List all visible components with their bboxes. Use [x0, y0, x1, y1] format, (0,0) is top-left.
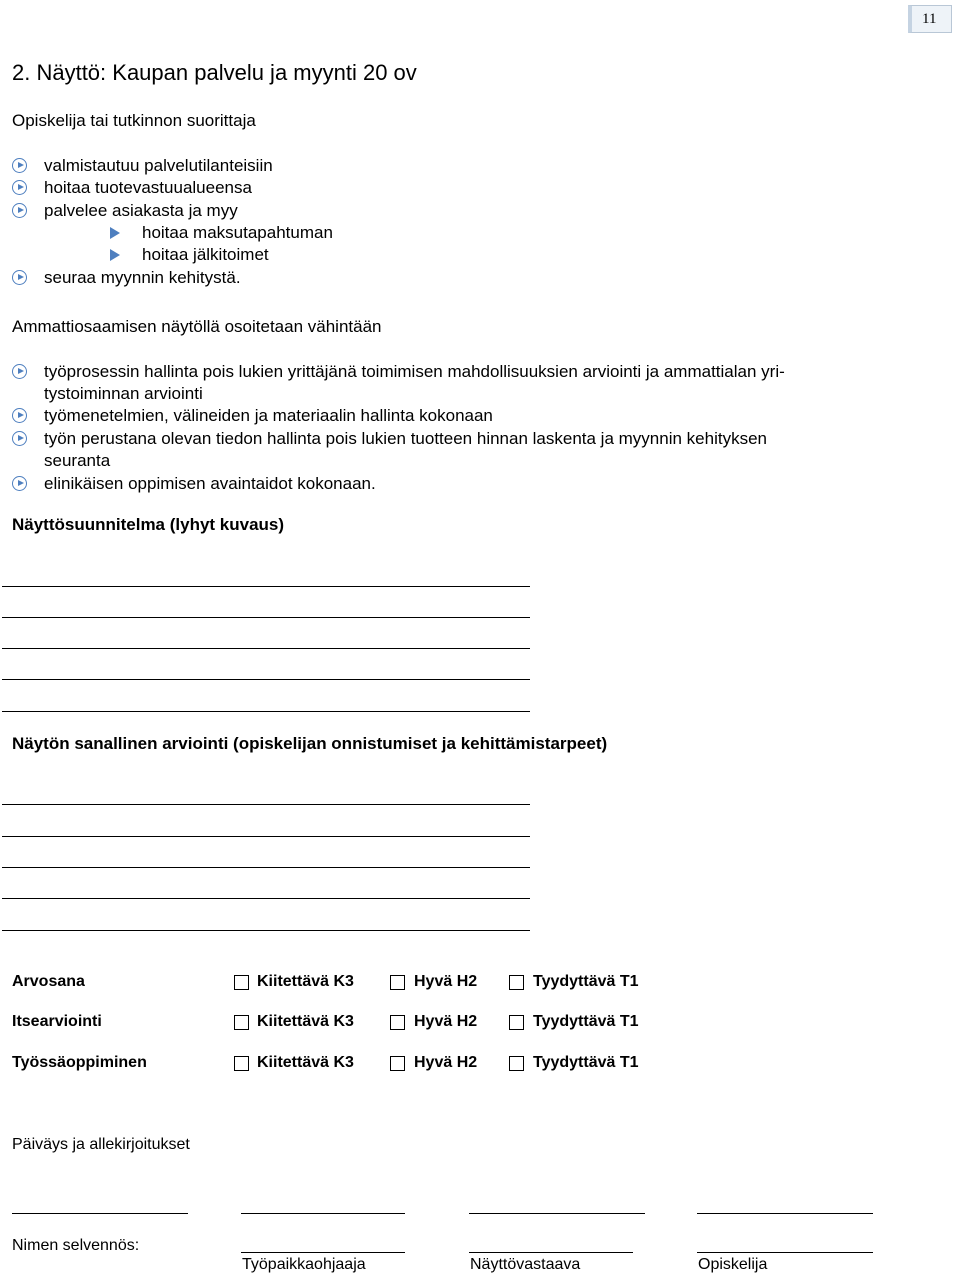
triangle-bullet-icon — [110, 227, 120, 239]
checkbox-h2[interactable] — [390, 1015, 405, 1030]
play-circle-icon — [12, 180, 27, 195]
write-line[interactable] — [2, 679, 530, 680]
list-item: seuraa myynnin kehitystä. — [0, 267, 900, 289]
list-item: työmenetelmien, välineiden ja materiaalin hallinta kokonaan — [0, 405, 940, 427]
list-item: hoitaa jälkitoimet — [0, 244, 900, 266]
checkbox-h2[interactable] — [390, 1056, 405, 1071]
checkbox-h2[interactable] — [390, 975, 405, 990]
write-line[interactable] — [2, 804, 530, 805]
page-number: 11 — [908, 5, 952, 33]
play-circle-icon — [12, 158, 27, 173]
list-item: palvelee asiakasta ja myy — [0, 200, 900, 222]
signer-label: Työpaikkaohjaaja — [242, 1256, 366, 1273]
write-line[interactable] — [2, 836, 530, 837]
name-label: Nimen selvennös: — [12, 1237, 140, 1254]
list-item: työn perustana olevan tiedon hallinta pois lukien tuotteen hinnan laskenta ja myynnin kehityksen seuranta — [0, 428, 940, 472]
write-line[interactable] — [2, 586, 530, 587]
checkbox-k3[interactable] — [234, 975, 249, 990]
grade-row: Itsearviointi Kiitettävä K3 Hyvä H2 Tyydyttävä T1 — [12, 1013, 639, 1030]
list-item: hoitaa tuotevastuualueensa — [0, 177, 900, 199]
checkbox-k3[interactable] — [234, 1056, 249, 1071]
signer-label: Opiskelija — [698, 1256, 768, 1273]
list-item: elinikäisen oppimisen avaintaidot kokonaan. — [0, 473, 940, 495]
grade-row: Arvosana Kiitettävä K3 Hyvä H2 Tyydyttävä T1 — [12, 973, 639, 990]
write-line[interactable] — [2, 648, 530, 649]
lead-text: Ammattiosaamisen näytöllä osoitetaan vähintään — [12, 317, 382, 336]
play-circle-icon — [12, 364, 27, 379]
date-line[interactable] — [12, 1213, 188, 1214]
triangle-bullet-icon — [110, 249, 120, 261]
write-line[interactable] — [2, 617, 530, 618]
list-item: hoitaa maksutapahtuman — [0, 222, 900, 244]
checkbox-t1[interactable] — [509, 1056, 524, 1071]
checkbox-t1[interactable] — [509, 975, 524, 990]
play-circle-icon — [12, 476, 27, 491]
plan-heading: Näyttösuunnitelma (lyhyt kuvaus) — [12, 515, 285, 534]
name-line[interactable] — [469, 1252, 633, 1253]
checkbox-k3[interactable] — [234, 1015, 249, 1030]
play-circle-icon — [12, 408, 27, 423]
list-item: valmistautuu palvelutilanteisiin — [0, 155, 900, 177]
write-line[interactable] — [2, 930, 530, 931]
signature-line[interactable] — [697, 1213, 873, 1214]
write-line[interactable] — [2, 898, 530, 899]
write-line[interactable] — [2, 711, 530, 712]
play-circle-icon — [12, 270, 27, 285]
signature-line[interactable] — [241, 1213, 405, 1214]
subheading: Opiskelija tai tutkinnon suorittaja — [12, 111, 256, 130]
list-item: työprosessin hallinta pois lukien yrittäjänä toimimisen mahdollisuuksien arviointi ja ammattialan yri- tystoiminnan arviointi — [0, 361, 940, 405]
signer-label: Näyttövastaava — [470, 1256, 581, 1273]
signature-heading: Päiväys ja allekirjoitukset — [12, 1136, 190, 1153]
name-line[interactable] — [697, 1252, 873, 1253]
name-line[interactable] — [241, 1252, 405, 1253]
grade-row: Työssäoppiminen Kiitettävä K3 Hyvä H2 Tyydyttävä T1 — [12, 1054, 639, 1071]
play-circle-icon — [12, 431, 27, 446]
play-circle-icon — [12, 203, 27, 218]
checkbox-t1[interactable] — [509, 1015, 524, 1030]
evaluation-heading: Näytön sanallinen arviointi (opiskelijan onnistumiset ja kehittämistarpeet) — [12, 734, 608, 753]
write-line[interactable] — [2, 867, 530, 868]
signature-line[interactable] — [469, 1213, 645, 1214]
page-title: 2. Näyttö: Kaupan palvelu ja myynti 20 ov — [12, 60, 417, 85]
